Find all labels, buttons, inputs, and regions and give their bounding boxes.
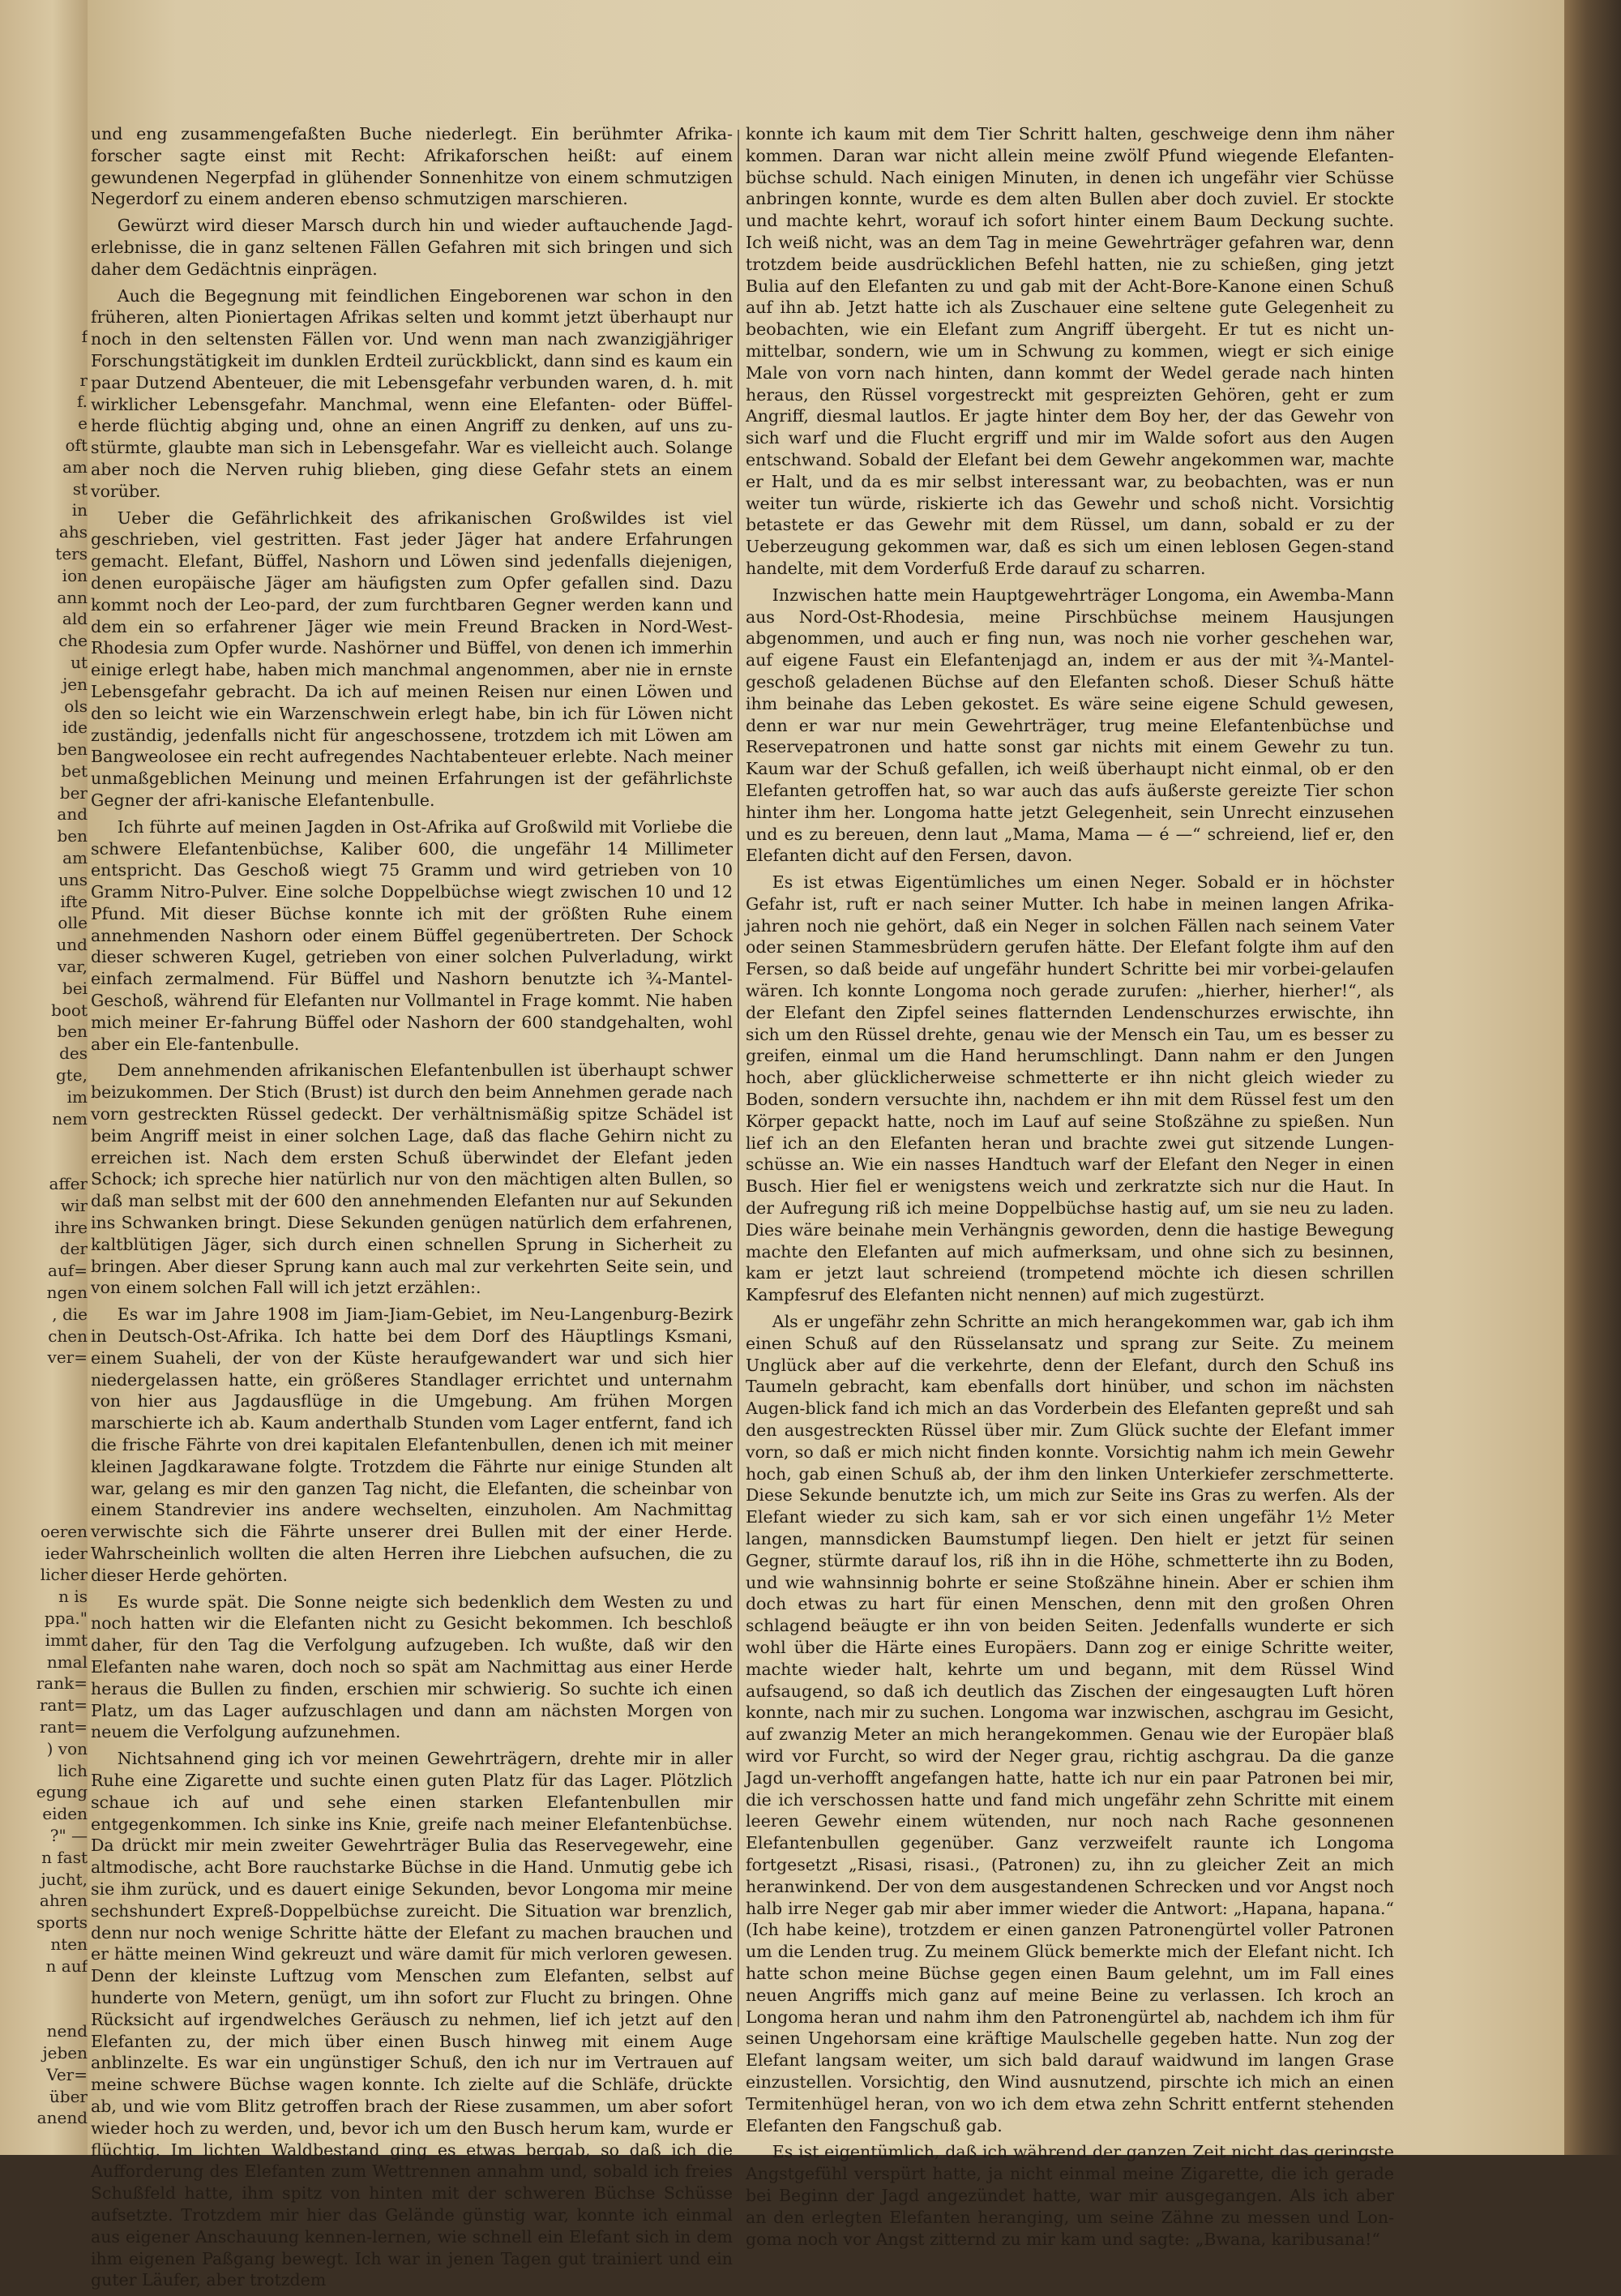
left-page-fragment: anend <box>36 2108 88 2128</box>
left-page-fragment: st <box>72 478 88 499</box>
left-page-fragment <box>15 217 88 239</box>
column-divider <box>738 130 739 2027</box>
left-page-fragment <box>15 1477 88 1499</box>
left-page-fragment: bet <box>61 760 88 781</box>
left-page-fragment <box>15 87 88 109</box>
left-page-fragment: in <box>71 500 88 520</box>
left-page-fragment <box>15 1390 88 1412</box>
left-page-fragment <box>15 261 88 283</box>
left-page-fragment: ver= <box>47 1347 88 1368</box>
left-page-fragment: f. <box>76 392 88 412</box>
left-page-fragment: lich <box>58 1760 88 1780</box>
left-page-fragment: affer <box>49 1174 88 1194</box>
left-page-fragment: ieder <box>45 1543 88 1563</box>
left-page-fragment: jeben <box>42 2042 88 2063</box>
left-page-fragment: n fast <box>41 1847 88 1867</box>
left-page-fragment <box>15 65 88 87</box>
left-page-fragment: olle <box>58 913 88 933</box>
left-page-fragment: oft <box>65 435 88 455</box>
paragraph: Es ist etwas Eigentümliches um einen Neger. Sobald er in höchster Gefahr ist, ruft er nach seiner Mutter. Ich habe in meinen langen Afrika-jahren noch nie gehört, daß ein Neger in solchen Fällen nach seinem Vater oder seinen Stammesbrüdern gerufen hätte. Der Elefant folgte ihm auf den Fersen, so daß beide auf ungefähr hundert Schritte bei mir vorbei-gelaufen wären. Ich konnte Longoma noch gerade zurufen: „hierher, hierher!“, als der Elefant den Zipfel seines flatternden Lendenschurzes erwischte, ihn sich um den Rüssel drehte, genau wie der Mensch ein Tau, um es besser zu greifen, einmal um die Hand herumschlingt. Dann nahm er den Jungen hoch, aber glücklicherweise schmetterte er ihn nicht gleich wieder zu Boden, sondern versuchte ihn, nachdem er ihn mit dem Rüssel fest um den Körper gepackt hatte, noch im Lauf auf seine Stoßzähne zu spießen. Nun lief ich an den Elefanten heran und brachte zwei gut sitzende Lungen-schüsse an. Wie ein nasses Handtuch warf der Elefant den Neger in einen Busch. Hier fiel er wenigstens weich und zerkratzte sich nur die Haut. In der Aufregung riß ich meine Doppelbüchse hastig auf, um sie neu zu laden. Dies wäre beinahe mein Verhängnis geworden, denn die hastige Bewegung machte den Elefanten auf mich aufmerksam, und ohne sich zu besinnen, kam er jetzt laut schreiend (trompetend möchte ich diesen schrillen Kampfesruf des Elefanten nicht nennen) auf mich zugestürzt. <box>746 872 1394 1305</box>
left-page-fragment: nmal <box>46 1651 88 1672</box>
left-page-fragment: ann <box>57 587 88 607</box>
paragraph: Nichtsahnend ging ich vor meinen Gewehrträgern, drehte mir in aller Ruhe eine Zigarette und suchte einen guten Platz für das Lager. Plötzlich schaue ich auf und sehe einen starken Elefantenbullen mir entgegenkommen. Ich sinke ins Knie, greife nach meiner Elefantenbüchse. Da drückt mir mein zweiter Gewehrträger Bulia das Reservegewehr, eine altmodische, acht Bore rauchstarke Büchse in die Hand. Unmutig gebe ich sie ihm zurück, und es dauert einige Sekunden, bevor Longoma mir meine sechshundert Expreß-Doppelbüchse zureicht. Die Situation war brenzlich, denn nur noch wenige Schritte hätte der Elefant zu machen brauchen und er hätte meinen Wind gekreuzt und wäre damit für mich verloren gewesen. Denn der kleinste Luftzug vom Menschen zum Elefanten, selbst auf hunderte von Metern, genügt, um ihn sofort zur Flucht zu bringen. Ohne Rücksicht auf irgendwelches Geräusch zu nehmen, lief ich jetzt auf den Elefanten zu, der mich über einen Busch hinweg mit einem Auge anblinzelte. Es war ein ungünstiger Schuß, den ich nur im Vertrauen auf meine schwere Büchse wagen konnte. Ich zielte auf die Schläfe, drückte ab, und wie vom Blitz getroffen brach der Riese zusammen, um aber sofort wieder hoch zu werden, und, bevor ich um den Busch herum kam, wurde er flüchtig. Im lichten Waldbestand ging es etwas bergab, so daß ich die Aufforderung des Elefanten zum Wettrennen annahm und, sobald ich freies Schußfeld hatte, ihm spitz von hinten mit der schweren Büchse Schüsse aufsetzte. Trotzdem mir hier das Gelände günstig war, konnte ich einmal aus eigener Anschauung kennen-lernen, wie schnell ein Elefant sich in dem ihm eigenen Paßgang bewegt. Ich war in jenen Tagen gut trainiert und ein guter Läufer, aber trotzdem <box>91 1749 733 2290</box>
left-page-fragment: ut <box>71 652 88 672</box>
left-page-fragment: egung <box>36 1782 88 1802</box>
left-page-fragment: ber <box>59 782 88 803</box>
left-page-fragment: des <box>59 1043 88 1064</box>
left-page-fragment: rant= <box>39 1695 88 1716</box>
left-page-fragment: wir <box>60 1195 88 1215</box>
left-page-fragment: ngen <box>46 1283 88 1303</box>
left-page-fragment <box>15 22 88 44</box>
left-page-fragment: oeren <box>40 1521 88 1541</box>
left-page-fragment: nten <box>50 1934 88 1954</box>
left-page-fragment: ahren <box>39 1891 88 1911</box>
left-page-fragment <box>15 239 88 261</box>
left-page-fragment: n is <box>58 1587 88 1607</box>
left-page-fragment: chen <box>48 1326 88 1346</box>
left-page-fragment <box>15 1434 88 1456</box>
left-page-fragment: che <box>58 631 88 651</box>
paragraph: und eng zusammengefaßten Buche niederlegt. Ein berühmter Afrika-forscher sagte einst mit Recht: Afrikaforschen heißt: auf einem gewundenen Negerpfad in glühender Sonnenhitze von einem schmutzigen Negerdorf zu einem anderen ebenso schmutzigen marschieren. <box>91 124 733 209</box>
left-page-fragment <box>15 0 88 22</box>
paragraph: konnte ich kaum mit dem Tier Schritt halten, geschweige denn ihm näher kommen. Daran war nicht allein meine zwölf Pfund wiegende Elefanten-büchse schuld. Nach einigen Minuten, in denen ich ungefähr vier Schüsse anbringen konnte, wurde es dem alten Bullen aber doch zuviel. Er stockte und machte kehrt, worauf ich sofort hinter einem Baum Deckung suchte. Ich weiß nicht, was an dem Tag in meine Gewehrträger gefahren war, denn trotzdem beide ausdrücklichen Befehl hatten, nie zu schießen, ging jetzt Bulia auf den Elefanten zu und gab mit der Acht-Bore-Kanone einen Schuß auf ihn ab. Jetzt hatte ich als Zuschauer eine seltene gute Gelegenheit zu beobachten, wie ein Elefant zum Angriff übergeht. Er tut es nicht un-mittelbar, sondern, wie um in Schwung zu kommen, wiegt er sich einige Male von vorn nach hinten, dann kommt der Wedel gerade nach hinten heraus, den Rüssel vorgestreckt mit gespreizten Gehören, geht er zum Angriff, diesmal lautlos. Er jagte hinter dem Boy her, der das Gewehr von sich warf und die Flucht ergriff und mir im Walde sofort aus den Augen entschwand. Sobald der Elefant bei dem Gewehr angekommen war, machte er Halt, und da es mir selbst interessant war, zu beobachten, was er nun weiter tun würde, riskierte ich das Gewehr und schoß nicht. Vorsichtig betastete er das Gewehr mit dem Rüssel, um dann, sobald er zu der Ueberzeugung gekommen war, daß es sich um einen leblosen Gegen-stand handelte, mit dem Vorderfuß Erde darauf zu scharren. <box>746 124 1394 578</box>
left-page-fragment <box>15 44 88 66</box>
left-page-fragment <box>15 348 88 370</box>
left-page-fragment <box>15 1455 88 1477</box>
left-page-fragment: , die <box>52 1304 88 1324</box>
left-page-fragment <box>15 304 88 326</box>
paragraph: Dem annehmenden afrikanischen Elefantenbullen ist überhaupt schwer beizukommen. Der Stich (Brust) ist durch den beim Annehmen gerade nach vorn gestreckten Rüssel gedeckt. Der verhältnismäßig spitze Schädel ist beim Angriff meist in einer solchen Lage, daß das flache Gehirn nicht zu erreichen ist. Nach dem ersten Schuß überwindet der Elefant jeden Schock; ich spreche hier natürlich nur von den mächtigen alten Bullen, so daß man selbst mit der 600 den annehmenden Elefanten nur auf Sekunden ins Schwanken bringt. Diese Sekunden genügen natürlich dem erfahrenen, kaltblütigen Jäger, sich durch einen schnellen Sprung in Sicherheit zu bringen. Aber dieser Sprung kann auch mal zur verkehrten Seite sein, und von einem solchen Fall will ich jetzt erzählen:. <box>91 1060 733 1298</box>
left-page-fragment: eiden <box>42 1804 88 1824</box>
left-page-fragment: licher <box>40 1565 88 1585</box>
left-page-fragment: nem <box>52 1108 88 1129</box>
left-page-fragment: auf= <box>48 1261 88 1281</box>
left-page-fragment: ifte <box>60 891 88 911</box>
left-page-fragment: nend <box>46 2021 88 2041</box>
right-page-edge <box>1564 0 1621 2155</box>
left-page-fragment <box>15 173 88 195</box>
left-page-fragment <box>15 1499 88 1521</box>
left-page-fragment: f <box>81 326 88 346</box>
left-page-fragment <box>15 1129 88 1151</box>
left-page-fragment <box>15 195 88 217</box>
left-page-fragment: jucht, <box>41 1869 88 1889</box>
left-page-fragment: ppa." <box>44 1608 88 1628</box>
left-page-fragment: im <box>66 1086 88 1107</box>
paragraph: Es ist eigentümlich, daß ich während der ganzen Zeit nicht das geringste Angstgefühl verspürt hatte, ja nicht einmal meine Zigarette, die ich gerade bei Beginn der Jagd angezündet hatte, war mir ausgegangen. Als ich aber an den erlegten Elefanten heranging, um seine Zähne zu messen und Lon-goma noch vor Angst zitternd zu mir kam und sagte: „Bwana, karibusana!“ <box>746 2142 1394 2249</box>
left-page-fragment: immt <box>45 1630 88 1650</box>
paragraph: Als er ungefähr zehn Schritte an mich herangekommen war, gab ich ihm einen Schuß auf den Rüsselansatz und sprang zur Seite. Zu meinem Unglück aber auf die verkehrte, denn der Elefant, durch den Schuß ins Taumeln gebracht, kam ebenfalls dort hinüber, und schon im nächsten Augen-blick fand ich mich an das Vorderbein des Elefanten gepreßt und sah den ausgestreckten Rüssel über mir. Zum Glück suchte der Elefant immer vorn, so daß er mich nicht finden konnte. Vorsichtig nahm ich mein Gewehr hoch, gab einen Schuß ab, der ihm den linken Unterkiefer zerschmetterte. Diese Sekunde benutzte ich, um mich zur Seite ins Gras zu werfen. Als der Elefant wieder zu sich kam, sah er vor sich einen ungefähr 1½ Meter langen, mannsdicken Baumstumpf liegen. Den hielt er jetzt für seinen Gegner, stürmte darauf los, riß ihn in die Höhe, schmetterte ihn zu Boden, und wie wahnsinnig bohrte er seine Stoßzähne hinein. Aber er schien ihm doch etwas zu hart für einen Menschen, denn mit den großen Ohren schlagend beäugte er ihn von beiden Seiten. Jedenfalls wunderte er sich wohl über die Härte eines Europäers. Dann zog er einige Schritte weiter, machte wieder halt, kehrte um und begann, mit dem Rüssel Wind aufsaugend, so daß ich deutlich das Zischen der eingesaugten Luft hören konnte, nach mir zu suchen. Longoma war inzwischen, aschgrau im Gesicht, auf zwanzig Meter an mich herangekommen. Genau wie der Europäer blaß wird vor Furcht, so wird der Neger grau, richtig aschgrau. Da die ganze Jagd un-verhofft angefangen hatte, hatte ich nur ein paar Patronen bei mir, die ich verschossen hatte und fand mich ungefähr zehn Schritte mit einem leeren Gewehr einem wütenden, nur noch nach Rache gesonnenen Elefantenbullen gegenüber. Ganz verzweifelt raunte ich Longoma fortgesetzt „Risasi, risasi.‚ (Patronen) zu, ihn zu gleicher Zeit an mich heranwinkend. Der von dem ausgestandenen Schrecken und vor Angst noch halb irre Neger gab mir aber immer wieder die Antwort: „Hapana, hapana.“ (Ich habe keine), trotzdem er einen ganzen Patronengürtel voller Patronen um die Lenden trug. Zu meinem Glück bemerkte mich der Elefant nicht. Ich hatte schon meine Büchse gegen einen Baum gelehnt, um im Fall eines neuen Angriffs mich ganz auf meine Beine zu verlassen. Ich kroch an Longoma heran und nahm ihm den Patronengürtel ab, nachdem ich ihm für seinen Ungehorsam eine kräftige Maulschelle gegeben hatte. Nun zog der Elefant langsam weiter, um sich bald darauf waidwund im langen Grase einzustellen. Vorsichtig, den Wind ausnutzend, pirschte ich mich an einen Termitenhügel heran, von wo ich dem etwa zehn Schritt entfernt stehenden Elefanten den Fangschuß gab. <box>746 1312 1394 2135</box>
text-column-left <box>91 123 733 2296</box>
left-page-fragment: am <box>62 456 88 477</box>
left-page-fragment: var, <box>58 957 88 977</box>
paragraph: Gewürzt wird dieser Marsch durch hin und wieder auftauchende Jagd-erlebnisse, die in ganz seltenen Fällen Gefahren mit sich bringen und sich daher dem Gedächtnis einprägen. <box>91 216 733 279</box>
left-page-fragment: Ver= <box>46 2064 88 2084</box>
left-page-edge <box>0 0 88 2155</box>
paragraph: Es war im Jahre 1908 im Jiam-Jiam-Gebiet, im Neu-Langenburg-Bezirk in Deutsch-Ost-Afrika. Ich hatte bei dem Dorf des Häuptlings Ksmani, einem Suaheli, der von der Küste heraufgewandert war und sich hier niedergelassen hatte, ein größeres Standlager errichtet und unternahm von hier aus Jagdausflüge in die Umgebung. Am frühen Morgen marschierte ich ab. Kaum anderthalb Stunden vom Lager entfernt, fand ich die frische Fährte von drei kapitalen Elefantenbullen, denen ich mit meiner kleinen Jagdkarawane folgte. Trotzdem die Fährte nur einige Stunden alt war, gelang es mir den ganzen Tag nicht, die Elefanten, die scheinbar von einem Standrevier ins andere wechselten, einzuholen. Am Nachmittag verwischte sich die Fährte unserer drei Bullen mit der einer Herde. Wahrscheinlich wollten die alten Herren ihre Liebchen aufsuchen, die zu dieser Herde gehörten. <box>91 1304 733 1585</box>
left-page-fragment: ald <box>62 609 88 629</box>
left-page-fragment: ihre <box>54 1217 88 1237</box>
paragraph: Ueber die Gefährlichkeit des afrikanischen Großwildes ist viel geschrieben, viel gestritten. Fast jeder Jäger hat andere Erfahrungen gemacht. Elefant, Büffel, Nashorn und Löwen sind jedenfalls diejenigen, denen europäische Jäger am häufigsten zum Opfer gefallen sind. Dazu kommt noch der Leo-pard, der zum furchtbaren Gegner werden kann und dem ein so erfahrener Jäger wie mein Freund Bracken in Nord-West-Rhodesia zum Opfer wurde. Nashörner und Büffel, von denen ich immerhin einige erlegt habe, haben mich manchmal angenommen, aber nie in ernste Lebensgefahr gebracht. Da ich auf meinen Reisen nur einen Löwen und den so leicht wie ein Warzenschwein erlegt habe, bin ich für Löwen nicht zuständig, jedenfalls nicht für angeschossene, trotzdem ich mit Löwen am Bangweolosee ein recht aufregendes Nachtabenteuer erlebte. Nach meiner unmaßgeblichen Meinung und meinen Erfahrungen ist der gefährlichste Gegner der afri-kanische Elefantenbulle. <box>91 508 733 810</box>
left-page-fragment <box>15 1369 88 1390</box>
paragraph: Ich führte auf meinen Jagden in Ost-Afrika auf Großwild mit Vorliebe die schwere Elefantenbüchse, Kaliber 600, die ungefähr 14 Millimeter entspricht. Das Geschoß wiegt 75 Gramm und wird getrieben von 10 Gramm Nitro-Pulver. Eine solche Doppelbüchse wiegt zwischen 10 und 12 Pfund. Mit dieser Büchse konnte ich mit der größten Ruhe einem annehmenden Nashorn oder einem Büffel gegenübertreten. Der Schock dieser schweren Kugel, getrieben von einer solchen Pulverladung, wirkt einfach zermalmend. Für Büffel und Nashorn benutzte ich ¾-Mantel-Geschoß, während für Elefanten nur Vollmantel in Frage kommt. Nie haben mich meiner Er-fahrung Büffel oder Nashorn der 600 standgehalten, wohl aber ein Ele-fantenbulle. <box>91 816 733 1054</box>
left-page-fragment: ben <box>57 739 88 760</box>
left-page-fragment <box>15 282 88 304</box>
paragraph: Es wurde spät. Die Sonne neigte sich bedenklich dem Westen zu und noch hatten wir die Elefanten nicht zu Gesicht bekommen. Ich beschloß daher, für den Tag die Verfolgung aufzugeben. Ich wußte, daß wir den Elefanten nahe waren, doch noch so spät am Nachmittag aus einer Herde heraus die Bullen zu finden, erschien mir schwierig. So suchte ich einen Platz, um das Lager aufzuschlagen und dann am nächsten Morgen von neuem die Verfolgung aufzunehmen. <box>91 1591 733 1742</box>
left-page-fragment: ide <box>62 718 88 738</box>
left-page-fragment <box>15 1151 88 1173</box>
left-page-fragment: r <box>79 370 88 390</box>
left-page-fragment: uns <box>58 869 88 889</box>
left-page-fragment: boot <box>51 1000 88 1020</box>
left-page-fragment: rant= <box>39 1716 88 1737</box>
left-page-fragment: ters <box>55 543 88 563</box>
left-page-fragment: ben <box>57 826 88 846</box>
left-page-fragment <box>15 131 88 152</box>
left-page-fragment: n auf <box>45 1955 88 1976</box>
left-page-fragment: ben <box>57 1022 88 1042</box>
left-page-fragment <box>15 1977 88 1999</box>
left-page-fragment: sports <box>36 1913 88 1933</box>
left-page-fragment: jen <box>62 674 88 694</box>
left-page-fragment: über <box>49 2086 88 2106</box>
left-page-fragment: ols <box>64 696 88 716</box>
left-page-fragment <box>15 1412 88 1434</box>
left-page-fragment <box>15 109 88 131</box>
left-page-fragment: und <box>56 935 88 955</box>
left-page-fragment: ) von <box>46 1738 88 1758</box>
text-column-right <box>746 123 1394 2255</box>
left-page-fragment: ion <box>62 565 88 585</box>
paragraph: Inzwischen hatte mein Hauptgewehrträger Longoma, ein Awemba-Mann aus Nord-Ost-Rhodesia, meine Pirschbüchse meinem Hausjungen abgenommen, und auch er fing nun, was noch nie vorher geschehen war, auf eigene Faust ein Elefantenjagd an, indem er aus der mit ¾-Mantel-geschoß geladenen Büchse auf den Elefanten schoß. Dieser Schuß hätte ihm beinahe das Leben gekostet. Es wäre seine eigene Schuld gewesen, denn er war nur mein Gewehrträger, trug meine Elefantenbüchse und Reservepatronen und hatte sonst gar nichts mit einem Gewehr zu tun. Kaum war der Schuß gefallen, ich weiß überhaupt nicht einmal, ob er den Elefanten getroffen hat, so war auch das aufs äußerste gereizte Tier schon hinter ihm her. Longoma hatte jetzt Gelegenheit, sein Unrecht einzusehen und es zu bereuen, denn laut „Mama, Mama — é —“ schreiend, lief er, den Elefanten dicht auf den Fersen, davon. <box>746 585 1394 866</box>
paragraph: Auch die Begegnung mit feindlichen Eingeborenen war schon in den früheren, alten Pioniertagen Afrikas selten und kommt jetzt überhaupt nur noch in den seltensten Fällen vor. Und wenn man nach zwanzigjähriger Forschungstätigkeit im dunklen Erdteil zurückblickt, dann sind es kaum ein paar Dutzend Abenteuer, die mit Lebensgefahr verbunden waren, d. h. mit wirklicher Lebensgefahr. Manchmal, wenn eine Elefanten- oder Büffel-herde flüchtig abging und, ohne an einen Angriff zu denken, auf uns zu-stürmte, glaubte man sich in Lebensgefahr. War es vielleicht auch. Solange aber noch die Nerven ruhig blieben, ging diese Gefahr stets an einem vorüber. <box>91 285 733 501</box>
left-page-text-fragments <box>15 0 88 2155</box>
left-page-fragment: e <box>78 413 88 434</box>
left-page-fragment: ?" — <box>49 1825 88 1845</box>
left-page-fragment: gte, <box>55 1065 88 1086</box>
left-page-fragment: rank= <box>36 1673 88 1694</box>
left-page-fragment <box>15 2151 88 2155</box>
left-page-fragment: and <box>57 804 88 825</box>
left-page-fragment: der <box>59 1239 88 1259</box>
left-page-fragment <box>15 152 88 174</box>
left-page-fragment <box>15 1998 88 2020</box>
left-page-fragment <box>15 2129 88 2151</box>
left-page-fragment: am <box>62 848 88 868</box>
left-page-fragment: bei <box>62 978 88 998</box>
left-page-fragment: ahs <box>58 522 88 542</box>
